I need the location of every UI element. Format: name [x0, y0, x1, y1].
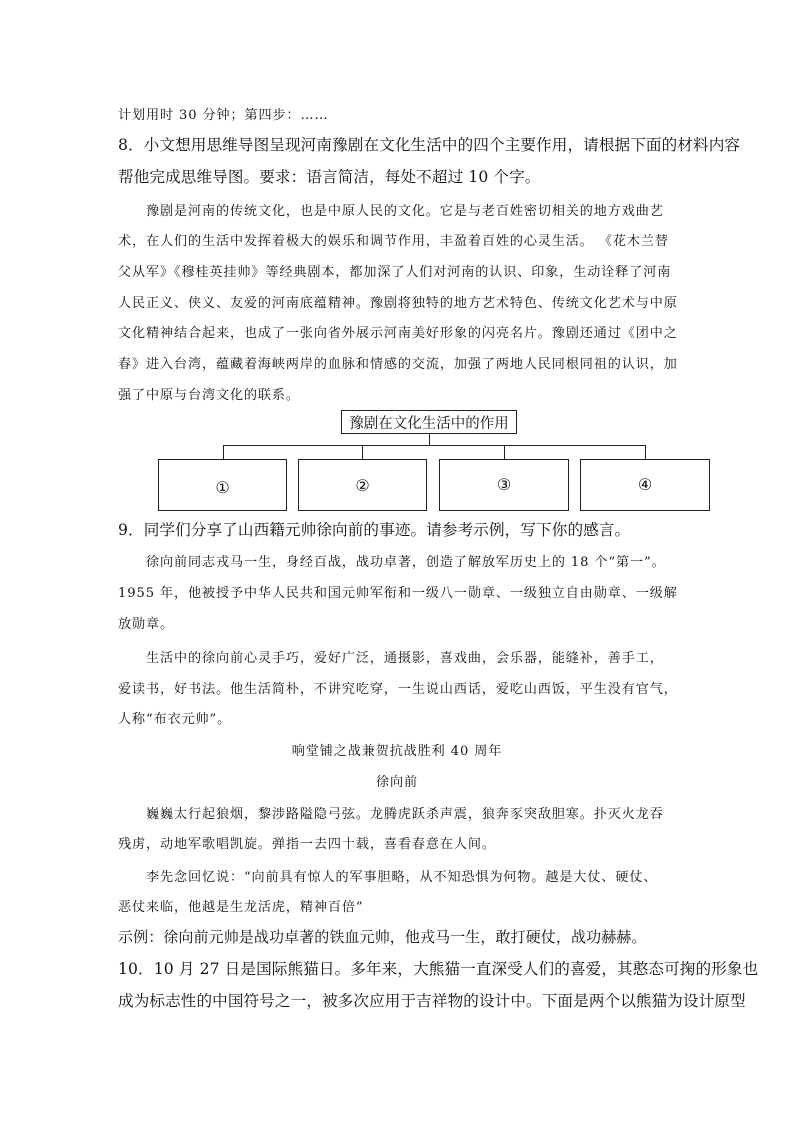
quote-line: 李先念回忆说：“向前具有惊人的军事胆略，从不知恐惧为何物。越是大仗、硬仗、: [146, 870, 658, 885]
question-8-stem: 8．小文想用思维导图呈现河南豫剧在文化生活中的四个主要作用，请根据下面的材料内容: [118, 136, 741, 154]
material-paragraph-line: 放勋章。: [118, 617, 174, 632]
question-9-stem: 9．同学们分享了山西籍元帅徐向前的事迹。请参考示例，写下你的感言。: [118, 521, 631, 539]
connector-line: [504, 445, 505, 459]
mind-map-box-4-label: ④: [637, 475, 653, 494]
mind-map-box-1-label: ①: [215, 478, 230, 497]
material-paragraph-line: 生活中的徐向前心灵手巧，爱好广泛，通摄影，喜戏曲，会乐器，能缝补，善手工，: [146, 651, 664, 666]
mind-map-box-2-label: ②: [355, 476, 370, 495]
text-line: 计划用时 30 分钟；第四步：……: [118, 108, 329, 123]
mind-map-root-box: [341, 410, 517, 434]
material-paragraph-line: 术，在人们的生活中发挥着极大的娱乐和调节作用，丰盈着百姓的心灵生活。 《花木兰替: [118, 234, 669, 249]
poem-author: 徐向前: [376, 775, 418, 790]
connector-line: [645, 445, 646, 459]
material-paragraph-line: 爱读书，好书法。他生活简朴，不讲究吃穿，一生说山西话，爱吃山西饭，平生没有官气，: [118, 682, 678, 697]
material-paragraph-line: 父从军》《穆桂英挂帅》等经典剧本，都加深了人们对河南的认识、印象，生动诠释了河南: [118, 265, 672, 280]
mind-map-box-3-label: ③: [496, 475, 512, 494]
connector-line: [223, 445, 646, 446]
question-10-stem-cont: 成为标志性的中国符号之一，被多次应用于吉祥物的设计中。下面是两个以熊猫为设计原型: [118, 992, 746, 1010]
mind-map-root-label: 豫剧在文化生活中的作用: [349, 415, 509, 432]
material-paragraph-line: 徐向前同志戎马一生，身经百战，战功卓著，创造了解放军历史上的 18 个“第一”。: [146, 555, 666, 570]
connector-line: [223, 445, 224, 459]
poem-title: 响堂铺之战兼贺抗战胜利 40 周年: [291, 744, 503, 759]
question-10-stem: 10．10 月 27 日是国际熊猫日。多年来，大熊猫一直深受人们的喜爱，其憨态可掬的形象也: [118, 960, 759, 978]
material-paragraph-line: 文化精神结合起来，也成了一张向省外展示河南美好形象的闪亮名片。豫剧还通过《团中之: [118, 326, 678, 341]
material-paragraph-line: 豫剧是河南的传统文化，也是中原人民的文化。它是与老百姓密切相关的地方戏曲艺: [146, 204, 664, 219]
material-paragraph-line: 人民正义、侠义、友爱的河南底蕴精神。豫剧将独特的地方艺术特色、传统文化艺术与中原: [118, 296, 678, 311]
material-paragraph-line: 1955 年，他被授予中华人民共和国元帅军衔和一级八一勋章、一级独立自由勋章、一级解: [118, 586, 678, 601]
quote-line: 恶仗来临，他越是生龙活虎，精神百倍”: [118, 900, 364, 915]
question-8-stem-cont: 帮他完成思维导图。要求：语言简洁，每处不超过 10 个字。: [118, 168, 541, 186]
poem-line: 巍巍太行起狼烟，黎涉路隘隐弓弦。龙腾虎跃杀声震，狼奔豕突敌胆寒。扑灭火龙吞: [146, 807, 664, 822]
example-answer: 示例：徐向前元帅是战功卓著的铁血元帅，他戎马一生，敢打硬仗，战功赫赫。: [118, 928, 647, 946]
material-paragraph-line: 春》进入台湾，蕴藏着海峡两岸的血脉和情感的交流，加强了两地人民同根同祖的认识，加: [118, 357, 678, 372]
material-paragraph-line: 人称“布衣元帅”。: [118, 712, 232, 727]
material-paragraph-line: 强了中原与台湾文化的联系。: [118, 388, 300, 403]
poem-line: 残虏，动地军歌唱凯旋。弹指一去四十载，喜看春意在人间。: [118, 837, 496, 852]
connector-line: [362, 445, 363, 459]
